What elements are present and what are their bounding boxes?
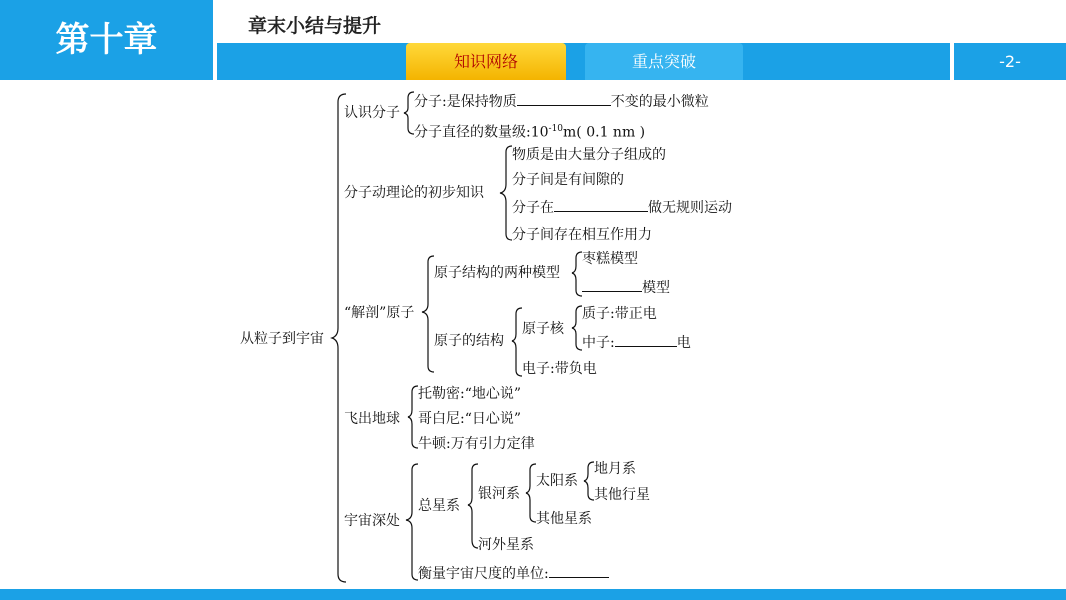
neutron-blank	[615, 331, 677, 347]
model-plum-pudding: 枣糕模型	[582, 251, 638, 267]
root-brace	[332, 94, 346, 582]
universe-label: 宇宙深处	[344, 513, 400, 529]
extragalactic-label: 河外星系	[478, 537, 534, 553]
model-blank	[582, 276, 642, 292]
recognize-brace	[404, 92, 414, 134]
theory-item: 物质是由大量分子组成的	[512, 147, 666, 163]
earth-item: 托勒密:“地心说”	[418, 386, 522, 402]
theory-brace	[500, 146, 512, 240]
recognize-label: 认识分子	[344, 105, 400, 121]
nucleus-brace	[572, 306, 582, 350]
structure-brace	[512, 308, 522, 376]
proton-label: 质子:带正电	[582, 306, 657, 322]
total-galaxy-label: 总星系	[418, 498, 460, 514]
scale-unit: 衡量宇宙尺度的单位:	[418, 562, 609, 583]
models-brace	[572, 252, 582, 296]
root-label: 从粒子到宇宙	[240, 331, 324, 347]
definition-blank	[517, 90, 611, 106]
theory-force: 分子间存在相互作用力	[512, 227, 652, 243]
models-label: 原子结构的两种模型	[434, 265, 560, 281]
page-title: 章末小结与提升	[248, 15, 382, 37]
motion-blank	[554, 196, 648, 212]
atom-brace	[422, 256, 434, 372]
earth-brace	[408, 386, 418, 448]
solar-system-label: 太阳系	[536, 473, 578, 489]
earth-moon-label: 地月系	[594, 461, 636, 477]
unit-blank	[549, 562, 609, 578]
chapter-label: 第十章	[55, 20, 158, 60]
theory-item: 分子间是有间隙的	[512, 172, 624, 188]
atom-label: “解剖”原子	[344, 305, 415, 321]
electron-label: 电子:带负电	[522, 361, 597, 377]
theory-motion: 分子在 做无规则运动	[512, 196, 732, 217]
molecule-definition: 分子:是保持物质 不变的最小微粒	[414, 90, 709, 111]
tab-knowledge-network[interactable]: 知识网络	[406, 43, 566, 80]
earth-item: 牛顿:万有引力定律	[418, 436, 535, 452]
theory-label: 分子动理论的初步知识	[344, 185, 484, 201]
milky-brace	[526, 464, 536, 522]
milky-way-label: 银河系	[478, 486, 520, 502]
page-number: -2-	[999, 52, 1021, 71]
tab-key-points[interactable]: 重点突破	[585, 43, 743, 80]
structure-label: 原子的结构	[434, 333, 504, 349]
other-planets-label: 其他行星	[594, 487, 650, 503]
nucleus-label: 原子核	[522, 321, 564, 337]
molecule-size: 分子直径的数量级$:10^{-10}m$( 0.1 nm )	[414, 124, 646, 141]
footer-bar	[0, 589, 1066, 600]
universe-brace	[406, 464, 418, 580]
other-galaxies-label: 其他星系	[536, 511, 592, 527]
total-brace	[468, 464, 478, 548]
earth-label: 飞出地球	[344, 411, 400, 427]
earth-item: 哥白尼:“日心说”	[418, 411, 522, 427]
model-two: 模型	[582, 276, 670, 297]
solar-brace	[584, 462, 594, 500]
neutron-label: 中子: 电	[582, 331, 691, 352]
